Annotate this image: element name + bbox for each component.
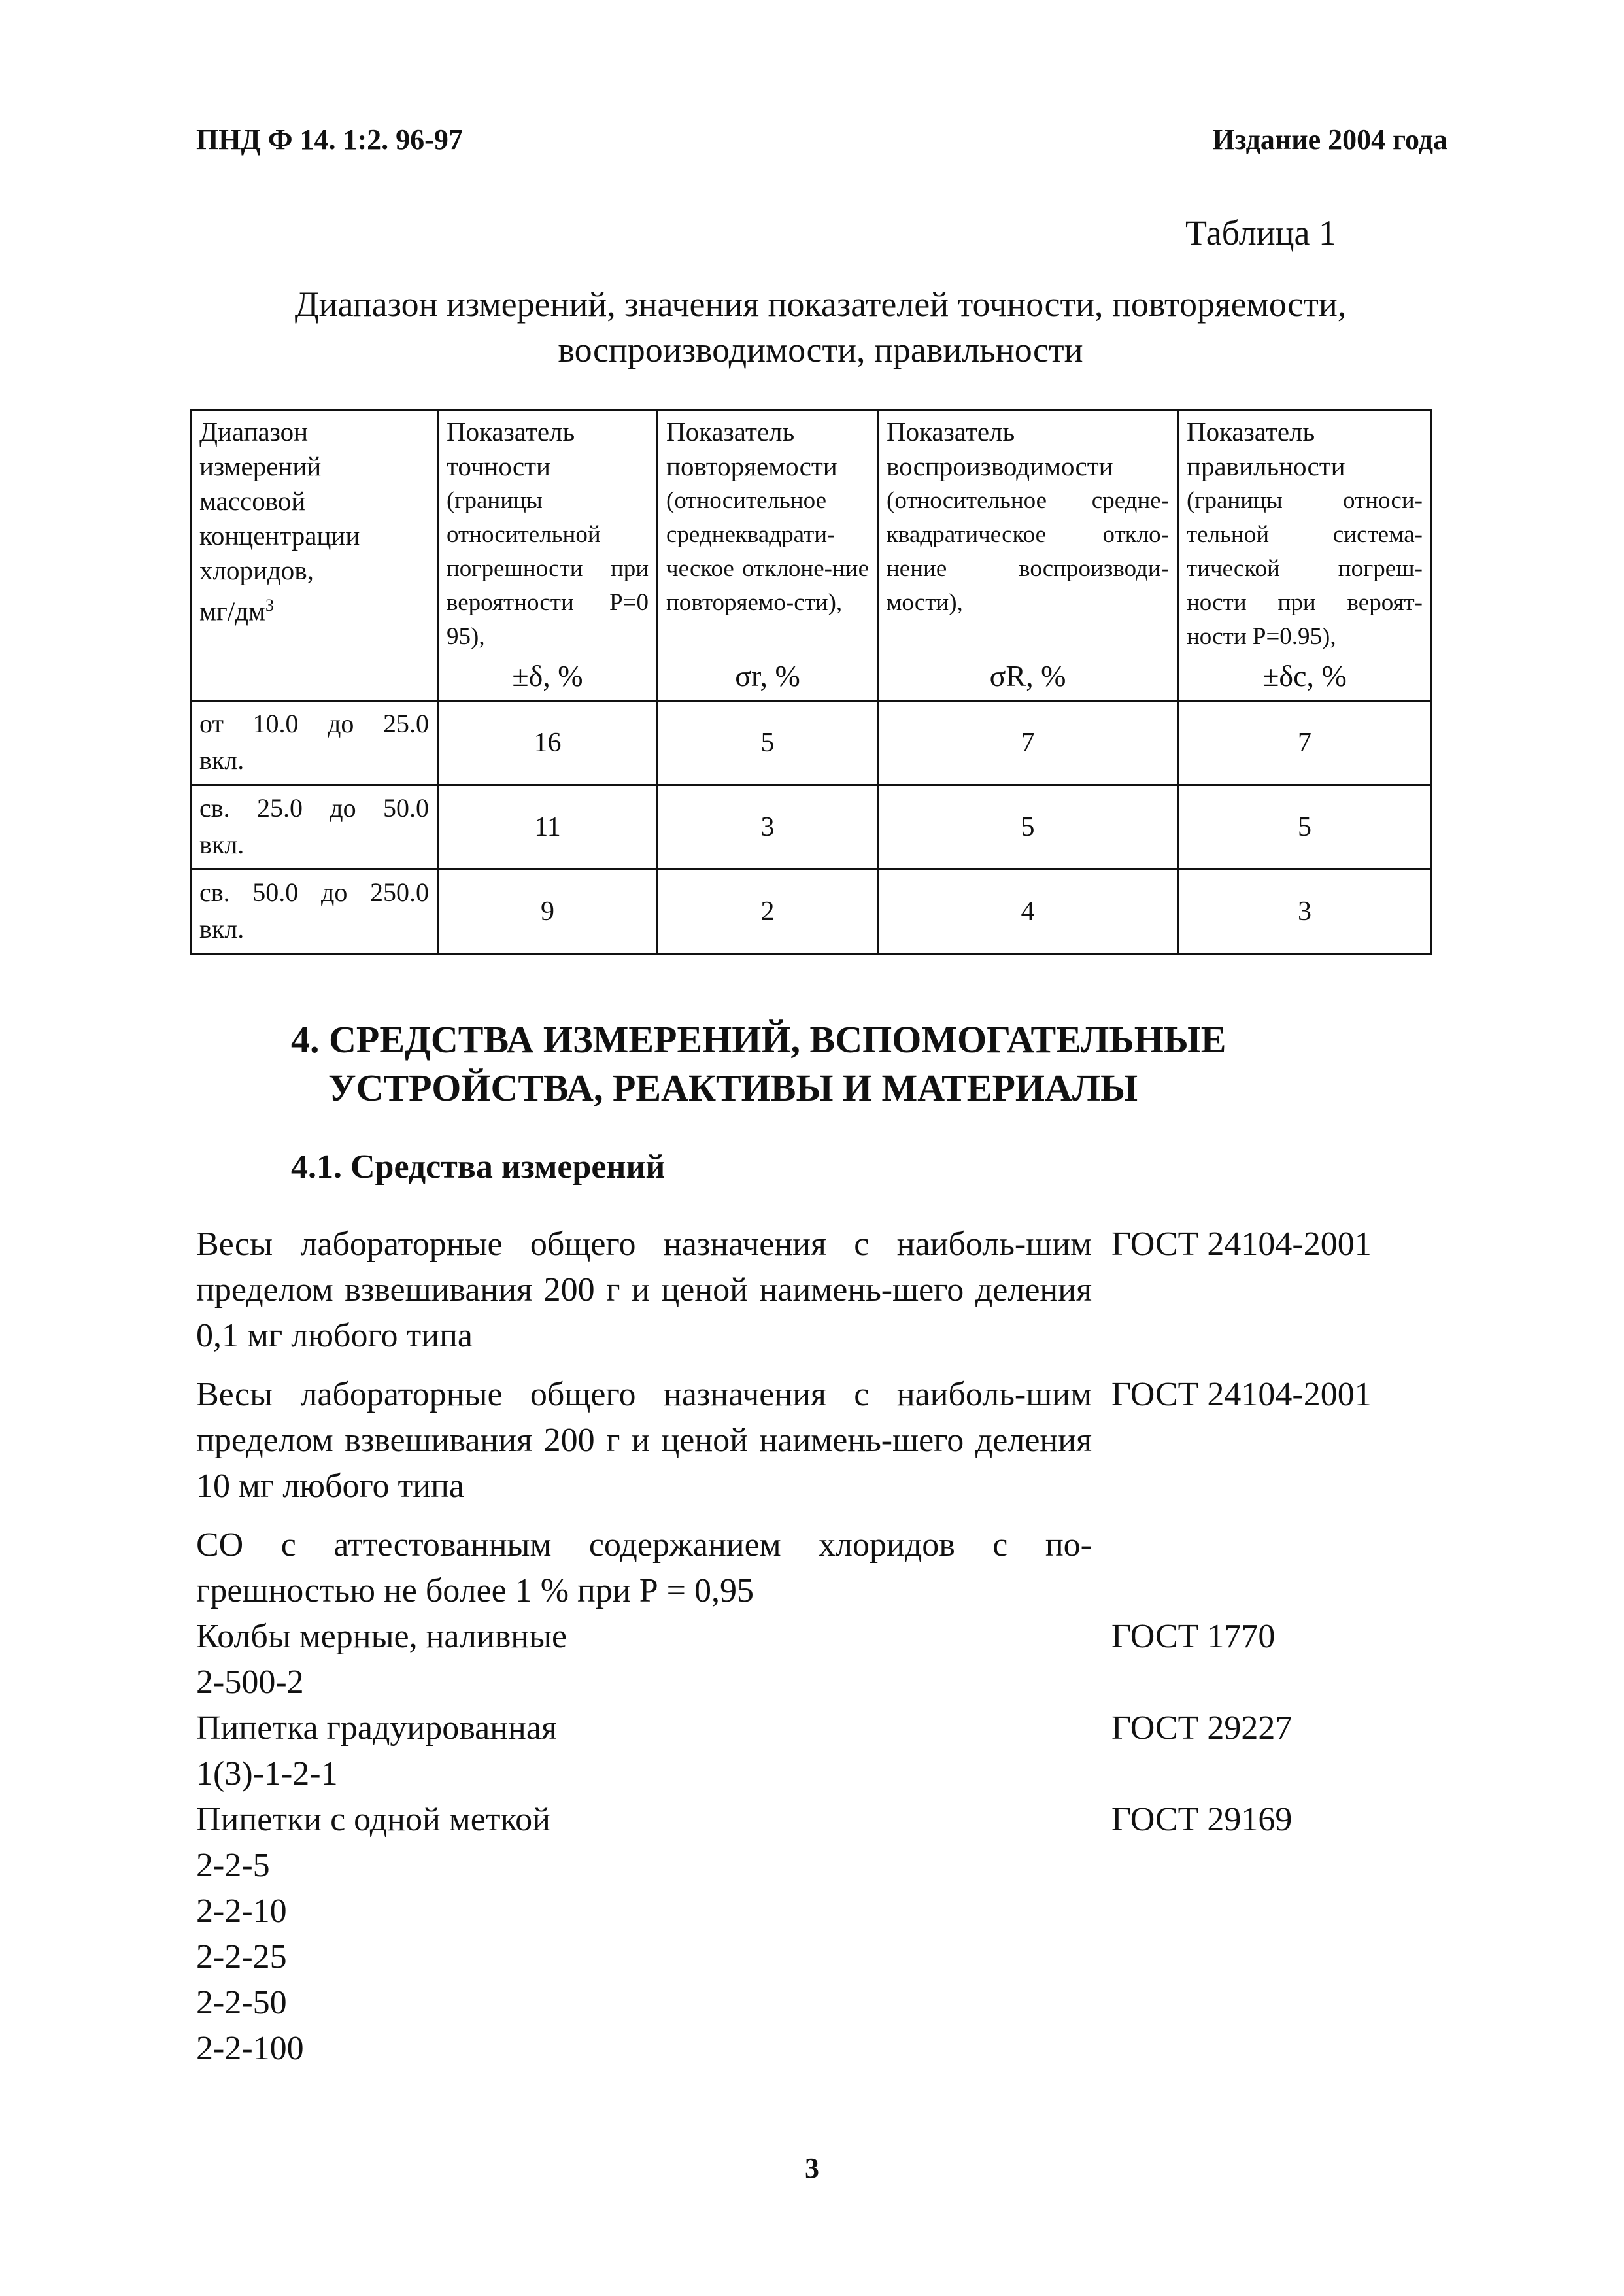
row-accuracy-value: 11: [438, 785, 658, 870]
document-code: ПНД Ф 14. 1:2. 96-97: [196, 124, 463, 156]
header-accuracy-title: точности: [447, 451, 550, 481]
row-correctness-value: 7: [1178, 701, 1432, 785]
item-model: 2-2-25: [196, 1938, 287, 1976]
row-reproducibility-value: 7: [878, 701, 1178, 785]
row-accuracy-value: 16: [438, 701, 658, 785]
header-reproducibility-title: воспроизводимости: [887, 451, 1113, 481]
page-number: 3: [805, 2152, 819, 2184]
table-caption-line-1: Диапазон измерений, значения показателей точности, повторяемости,: [294, 284, 1347, 324]
header-accuracy-title: Показатель: [447, 417, 575, 447]
section-title-line-2: УСТРОЙСТВА, РЕАКТИВЫ И МАТЕРИАЛЫ: [328, 1067, 1138, 1109]
header-correctness-desc: (границы относи-тельной система-тической погреш-ности при вероят-ности Р=0.95),: [1187, 487, 1423, 650]
item-model: 2-2-50: [196, 1984, 287, 2021]
header-correctness-symbol: ±δc, %: [1262, 659, 1347, 693]
list-item: Пипетки с одной меткой: [196, 1801, 550, 1838]
row-repeatability-value: 2: [658, 870, 878, 954]
standard-ref: ГОСТ 24104-2001: [1111, 1225, 1372, 1263]
table-caption-line-2: воспроизводимости, правильности: [558, 330, 1083, 369]
standard-ref: ГОСТ 29169: [1111, 1801, 1293, 1838]
row-range: св. 25.0 до 50.0 вкл.: [191, 785, 438, 870]
list-item: Весы лабораторные общего назначения с наиболь-шим пределом взвешивания 200 г и ценой наимень-шего деления 10 мг любого типа: [196, 1376, 1092, 1505]
table-number: Таблица 1: [1185, 213, 1336, 252]
row-range: от 10.0 до 25.0 вкл.: [191, 701, 438, 785]
header-repeatability-title: повторяемости: [666, 451, 837, 481]
table-row: [191, 701, 1432, 785]
section-title: [291, 1016, 1226, 1112]
header-reproducibility-symbol: σR, %: [989, 659, 1066, 693]
table-header-row: [191, 410, 1432, 701]
header-repeatability-symbol: σr, %: [735, 659, 800, 693]
header-range-unit: $мг/дм^3$: [199, 596, 274, 626]
header-range-line: массовой: [199, 486, 306, 516]
row-reproducibility-value: 5: [878, 785, 1178, 870]
header-range-line: хлоридов,: [199, 555, 314, 585]
header-repeatability-title: Показатель: [666, 417, 795, 447]
row-repeatability-value: 3: [658, 785, 878, 870]
row-accuracy-value: 9: [438, 870, 658, 954]
item-model: 2-2-100: [196, 2030, 304, 2067]
subsection-title: 4.1. Средства измерений: [291, 1148, 666, 1186]
header-accuracy-desc: (границы относительной погрешности при вероятности Р=0 95),: [447, 487, 649, 650]
table-caption: [183, 281, 1458, 373]
table-row: [191, 785, 1432, 870]
item-model: 1(3)-1-2-1: [196, 1755, 338, 1792]
header-correctness-title: правильности: [1187, 451, 1345, 481]
header-reproducibility-title: Показатель: [887, 417, 1015, 447]
item-model: 2-2-5: [196, 1847, 270, 1884]
header-repeatability: [658, 410, 878, 701]
row-correctness-value: 5: [1178, 785, 1432, 870]
list-item: Колбы мерные, наливные: [196, 1618, 567, 1655]
section-title-line-1: 4. СРЕДСТВА ИЗМЕРЕНИЙ, ВСПОМОГАТЕЛЬНЫЕ: [291, 1018, 1226, 1061]
header-range-line: концентрации: [199, 521, 360, 551]
table-row: [191, 870, 1432, 954]
edition-label: Издание 2004 года: [1212, 124, 1447, 156]
header-repeatability-desc: (относительное среднеквадрати-ческое отклоне-ние повторяемо-сти),: [666, 487, 869, 616]
standard-ref: ГОСТ 29227: [1111, 1709, 1293, 1747]
item-model: 2-500-2: [196, 1664, 304, 1701]
row-correctness-value: 3: [1178, 870, 1432, 954]
list-item: Весы лабораторные общего назначения с наиболь-шим пределом взвешивания 200 г и ценой наимень-шего деления 0,1 мг любого типа: [196, 1225, 1092, 1354]
row-reproducibility-value: 4: [878, 870, 1178, 954]
header-correctness: [1178, 410, 1432, 701]
row-repeatability-value: 5: [658, 701, 878, 785]
header-accuracy: [438, 410, 658, 701]
header-range: [191, 410, 438, 701]
list-item: Пипетка градуированная: [196, 1709, 557, 1747]
metrology-table: [190, 409, 1432, 955]
header-correctness-title: Показатель: [1187, 417, 1315, 447]
header-range-title: [199, 415, 429, 629]
standard-ref: ГОСТ 24104-2001: [1111, 1376, 1372, 1413]
header-reproducibility-desc: (относительное средне-квадратическое откло-нение воспроизводи-мости),: [887, 487, 1169, 616]
header-range-line: Диапазон: [199, 417, 309, 447]
list-item: СО с аттестованным содержанием хлоридов с по-грешностью не более 1 % при Р = 0,95: [196, 1526, 1092, 1609]
header-reproducibility: [878, 410, 1178, 701]
item-model: 2-2-10: [196, 1893, 287, 1930]
header-range-line: измерений: [199, 451, 322, 481]
standard-ref: ГОСТ 1770: [1111, 1618, 1276, 1655]
header-accuracy-symbol: ±δ, %: [512, 659, 583, 693]
row-range: св. 50.0 до 250.0 вкл.: [191, 870, 438, 954]
